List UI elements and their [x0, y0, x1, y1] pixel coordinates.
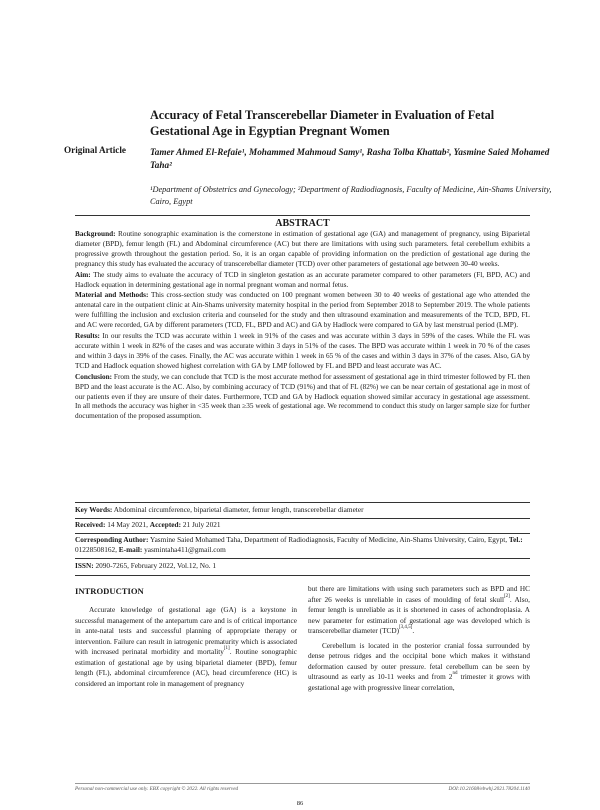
intro-text: Cerebellum is located in the posterior cranial fossa surrounded by dense petrous ridges and the occipital bone which makes it withstand deformation caused by outer pressure. fetal cerebellum can be seen by ultrasound as early as 10-11 weeks and from 2	[308, 641, 530, 681]
email-value[interactable]: yasmintaha411@gmail.com	[144, 545, 226, 555]
citation: [3,4,5]	[398, 625, 413, 630]
abstract-aim	[75, 271, 530, 291]
intro-text: Accurate knowledge of gestational age (GA) is a keystone in successful management of the antepartum care and is of critical importance in ante-natal tests and successful planning of appropriate therapy or intervention. Failure can result in iatrogenic prematurity which is associated with increased perinatal morbidity and mortality	[75, 606, 297, 656]
divider-corresponding	[75, 558, 530, 559]
conclusion-label: Conclusion:	[75, 372, 113, 381]
abstract-heading: ABSTRACT	[275, 218, 330, 229]
aim-label: Aim:	[75, 270, 91, 279]
intro-text: .	[412, 627, 415, 635]
intro-text: trimester it grows with gestational age with progressive linear correlation,	[308, 673, 530, 692]
divider-dates	[75, 533, 530, 534]
keywords-text: Abdominal circumference, biparietal diameter, femur length, transcerebellar diameter	[113, 505, 364, 514]
intro-left-column	[75, 605, 297, 693]
divider-abstract-end	[75, 502, 530, 503]
email-label: E-mail:	[118, 545, 143, 555]
intro-paragraph	[308, 641, 530, 694]
tel-value: 01228508162,	[75, 545, 117, 555]
divider-keywords	[75, 518, 530, 519]
results-text: In our results the TCD was accurate within 1 week in 91% of the cases and was accurate within 3 days in 59% of the cases. While the FL was accurate within 1 week in 82% of the cases and was accurate within 3 days in 51% of the cases. The BPD was accurate within 1 week in 70 % of the cases and within 3 days in 39% of the cases. Finally, the AC was accurate within 1 week in 65 % of the cases and within 3 days in 37% of the cases. Also, GA by TCD and Hadlock equation showed highest correlation with GA by LMP followed by FL and BPD and least accurate was AC.	[75, 332, 530, 370]
keywords-line	[75, 505, 530, 515]
corresponding-label: Corresponding Author:	[75, 535, 149, 544]
intro-paragraph	[308, 584, 530, 637]
paper-title: Accuracy of Fetal Transcerebellar Diameter in Evaluation of Fetal Gestational Age in Egyptian Pregnant Women	[150, 108, 495, 138]
intro-text: . Also, femur length is unreliable as it is shortened in cases of achondroplasia. A new parameter for estimation of gestational age was developed which is transcerebellar diameter (TCD)	[308, 595, 530, 635]
intro-paragraph	[75, 605, 297, 689]
corresponding-text: Yasmine Saied Mohamed Taha, Department of Radiodiagnosis, Faculty of Medicine, Ain-Shams University, Cairo, Egypt,	[150, 535, 508, 544]
intro-text: . Routine sonographic estimation of gestational age by using biparietal diameter (BPD), femur length (FL), abdominal circumference (AC), head circumference (HC) is considered an important role in management of pregnancy	[75, 648, 297, 688]
citation: [1]	[223, 646, 230, 651]
background-label: Background:	[75, 230, 116, 238]
ordinal-suffix: nd	[452, 671, 458, 676]
abstract-results	[75, 332, 530, 372]
page-footer	[75, 786, 530, 792]
results-label: Results:	[75, 332, 100, 341]
received-date: 14 May 2021,	[107, 520, 148, 529]
intro-right-column	[308, 584, 530, 697]
issn-label: ISSN:	[75, 561, 94, 570]
received-label: Received:	[75, 520, 106, 529]
methods-text: This cross-section study was conducted on 100 pregnant women between 30 to 40 weeks of gestational age who attended the antenatal care in the outpatient clinic at Ain-Shams university maternity hospital in the period from September 2018 to September 2019. The whole patients were fulfilling the inclusion and exclusion criteria and counseled for the study and then ultrasound examination and measurements of the TCD, BPD, FL and AC were recorded, GA by different parameters (TCD, FL, BPD and AC) and GA by Hadlock were compared to GA by last menstrual period (LMP).	[75, 291, 530, 330]
issn-value: 2090-7265, February 2022, Vol.12, No. 1	[95, 561, 217, 570]
footer-divider	[75, 783, 530, 784]
intro-text: but there are limitations with using such parameters such as BPD and HC after 26 weeks is unreliable in cases of moulding of fetal skull	[308, 585, 530, 604]
page-number: 86	[296, 800, 304, 807]
introduction-heading: INTRODUCTION	[75, 586, 144, 596]
dates-line	[75, 520, 530, 530]
tel-label: Tel.:	[508, 535, 523, 544]
abstract-conclusion	[75, 373, 530, 423]
divider-issn	[75, 575, 530, 576]
abstract-background	[75, 230, 530, 270]
footer-doi[interactable]: DOI:10.21608/ebwhj.2021.78204.1140	[448, 786, 530, 792]
accepted-label: Accepted:	[149, 520, 181, 529]
divider-top	[75, 215, 530, 216]
abstract-methods	[75, 291, 530, 331]
corresponding-block	[75, 535, 530, 555]
conclusion-text: From the study, we can conclude that TCD is the most accurate method for assessment of gestational age in third trimester followed by FL then BPD and the least accurate is the AC. Also, by combining accuracy of TCD (91%) and that of FL (82%) we can be near certain of gestational age in most of our patients even if they are unsure of their dates. Furthermore, TCD and GA by Hadlock equation showed similar accuracy in gestational age assessment. In all methods the accuracy was higher in <35 week than ≥35 week of gestational age. We recommend to conduct this study on larger sample size for further documentation of the proposed assumption.	[75, 372, 531, 421]
citation: [2]	[503, 593, 510, 599]
methods-label: Material and Methods:	[75, 291, 149, 300]
affiliation: ¹Department of Obstetrics and Gynecology; ²Department of Radiodiagnosis, Faculty of Medicine, Ain-Shams University, Cairo, Egypt	[150, 185, 552, 206]
author-list: Tamer Ahmed El-Refaie¹, Mohammed Mahmoud Samy¹, Rasha Tolba Khattab², Yasmine Saied Mohamed Taha²	[150, 147, 550, 170]
abstract-body	[75, 230, 530, 423]
issn-line	[75, 561, 530, 571]
background-text: Routine sonographic examination is the cornerstone in estimation of gestational age (GA) and management of pregnancy, using Biparietal diameter (BPD), femur length (FL) and Abdominal circumference (AC) but there are limitations with using such parameters. fetal cerebellum exhibits a progressive growth throughout the gestation period. So, it is an organ capable of providing information on the prediction of gestational age during the pregnancy this study has evaluated the accuracy of transcerebellar diameter (TCD) over other parameters of gestational age between 30-40 weeks.	[75, 230, 530, 268]
aim-text: The study aims to evaluate the accuracy of TCD in singleton gestation as an accurate parameter compared to other parameters (Fl, BPD, AC) and Hadlock equation in determining gestational age in normal pregnant woman and normal fetus.	[75, 270, 531, 289]
footer-copyright: Personal non-commercial use only. EBX copyright © 2022. All rights reserved	[75, 786, 239, 792]
article-type: Original Article	[63, 145, 126, 155]
keywords-label: Key Words:	[75, 505, 113, 514]
accepted-date: 21 July 2021	[182, 520, 221, 529]
